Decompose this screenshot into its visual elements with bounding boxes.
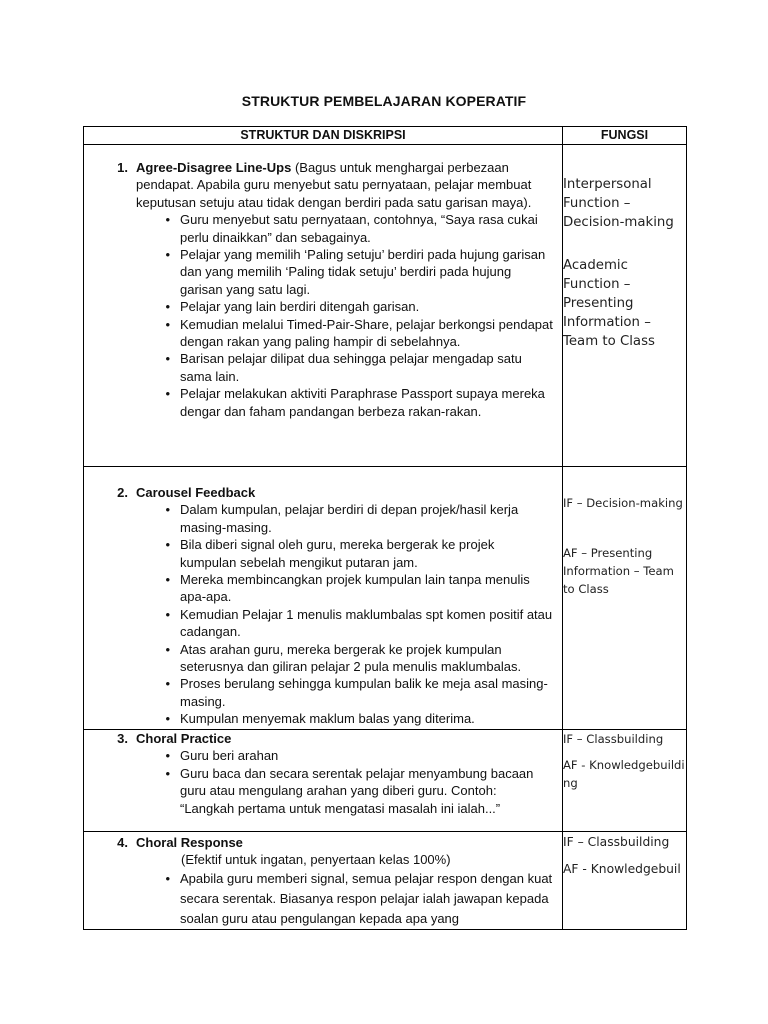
table-row [84, 145, 687, 467]
item-heading: Carousel Feedback [136, 485, 256, 500]
bullet-icon: • [165, 870, 170, 886]
item-intro: (Bagus untuk menghargai perbezaan pendapat. Apabila guru menyebut satu pernyataan, pelajar membuat keputusan setuju atau tidak dengan berdiri pada satu garisan maya). [136, 160, 532, 210]
function-line: AF – Presenting Information – Team to Class [563, 546, 674, 596]
list-item: • Proses berulang sehingga kumpulan balik ke meja asal masing-masing. [84, 675, 562, 710]
list-item: • Dalam kumpulan, pelajar berdiri di depan projek/hasil kerja masing-masing. [84, 501, 562, 536]
list-item: • Guru baca dan secara serentak pelajar menyambung bacaan guru atau mengulang arahan yang diberi guru. Contoh: “Langkah pertama untuk mengatasi masalah ini ialah...” [84, 765, 562, 817]
list-item: • Barisan pelajar dilipat dua sehingga pelajar mengadap satu sama lain. [84, 350, 562, 385]
header-function: FUNGSI [563, 127, 687, 145]
bullet-icon: • [165, 247, 170, 263]
list-item: • Pelajar melakukan aktiviti Paraphrase Passport supaya mereka dengar dan faham pandangan berbeza rakan-rakan. [84, 385, 562, 420]
row-description [84, 467, 563, 730]
row-description [84, 832, 563, 930]
list-item: • Guru menyebut satu pernyataan, contohnya, “Saya rasa cukai perlu dinaikkan” dan sebagainya. [84, 211, 562, 246]
bullet-icon: • [165, 212, 170, 228]
row-function [563, 832, 687, 930]
table-row [84, 832, 687, 930]
bullet-list [84, 501, 562, 727]
list-item: • Kemudian Pelajar 1 menulis maklumbalas spt komen positif atau cadangan. [84, 606, 562, 641]
list-item: • Bila diberi signal oleh guru, mereka bergerak ke projek kumpulan sebelah mengikut putaran jam. [84, 536, 562, 571]
item-heading: Agree-Disagree Line-Ups [136, 160, 292, 175]
row-function [563, 467, 687, 730]
table-row [84, 467, 687, 730]
function-line: AF - Knowledgebuil [563, 862, 681, 876]
table-header-row [84, 127, 687, 145]
bullet-icon: • [165, 641, 170, 657]
bullet-icon: • [165, 765, 170, 781]
row-description [84, 145, 563, 467]
row-description [84, 730, 563, 832]
list-item: • Pelajar yang lain berdiri ditengah garisan. [84, 298, 562, 315]
item-number: 1. [117, 160, 128, 175]
function-line: Academic Function – Presenting Information – Team to Class [563, 257, 655, 350]
item-heading: Choral Response [136, 835, 243, 850]
table-row [84, 730, 687, 832]
bullet-list [84, 747, 562, 817]
row-function [563, 730, 687, 832]
list-item: • Atas arahan guru, mereka bergerak ke projek kumpulan seterusnya dan giliran pelajar 2 pula menulis maklumbalas. [84, 641, 562, 676]
function-line: IF – Classbuilding [563, 732, 664, 746]
list-item: • Pelajar yang memilih ‘Paling setuju’ berdiri pada hujung garisan dan yang memilih ‘Paling tidak setuju’ berdiri pada hujung garisan yang satu lagi. [84, 246, 562, 298]
item-number: 4. [117, 835, 128, 850]
list-item: • Mereka membincangkan projek kumpulan lain tanpa menulis apa-apa. [84, 571, 562, 606]
bullet-list [84, 869, 562, 929]
function-line: AF - Knowledgebuilding [563, 758, 685, 790]
function-line: IF – Decision-making [563, 496, 683, 510]
item-number: 3. [117, 731, 128, 746]
bullet-icon: • [165, 502, 170, 518]
list-item: • Kemudian melalui Timed-Pair-Share, pelajar berkongsi pendapat dengan rakan yang paling hampir di sebelahnya. [84, 316, 562, 351]
bullet-icon: • [165, 386, 170, 402]
header-structure: STRUKTUR DAN DISKRIPSI [84, 127, 563, 145]
bullet-list [84, 211, 562, 420]
structures-table [83, 126, 687, 930]
bullet-icon: • [165, 572, 170, 588]
bullet-icon: • [165, 316, 170, 332]
list-item: • Kumpulan menyemak maklum balas yang diterima. [84, 710, 562, 727]
bullet-icon: • [165, 537, 170, 553]
function-line: Interpersonal Function – Decision-making [563, 177, 674, 231]
function-line: IF – Classbuilding [563, 835, 670, 849]
item-heading: Choral Practice [136, 731, 232, 746]
item-text [136, 159, 562, 211]
item-note: (Efektif untuk ingatan, penyertaan kelas 100%) [181, 852, 451, 868]
bullet-icon: • [165, 711, 170, 727]
page-title: STRUKTUR PEMBELAJARAN KOPERATIF [241, 93, 527, 109]
bullet-icon: • [165, 299, 170, 315]
bullet-icon: • [165, 606, 170, 622]
list-item: • Guru beri arahan [84, 747, 562, 764]
row-function [563, 145, 687, 467]
item-number: 2. [117, 485, 128, 500]
bullet-icon: • [165, 748, 170, 764]
bullet-icon: • [165, 676, 170, 692]
list-item: • Apabila guru memberi signal, semua pelajar respon dengan kuat secara serentak. Biasanya respon pelajar ialah jawapan kepada soalan guru atau pengulangan kepada apa yang [84, 869, 562, 929]
bullet-icon: • [165, 351, 170, 367]
